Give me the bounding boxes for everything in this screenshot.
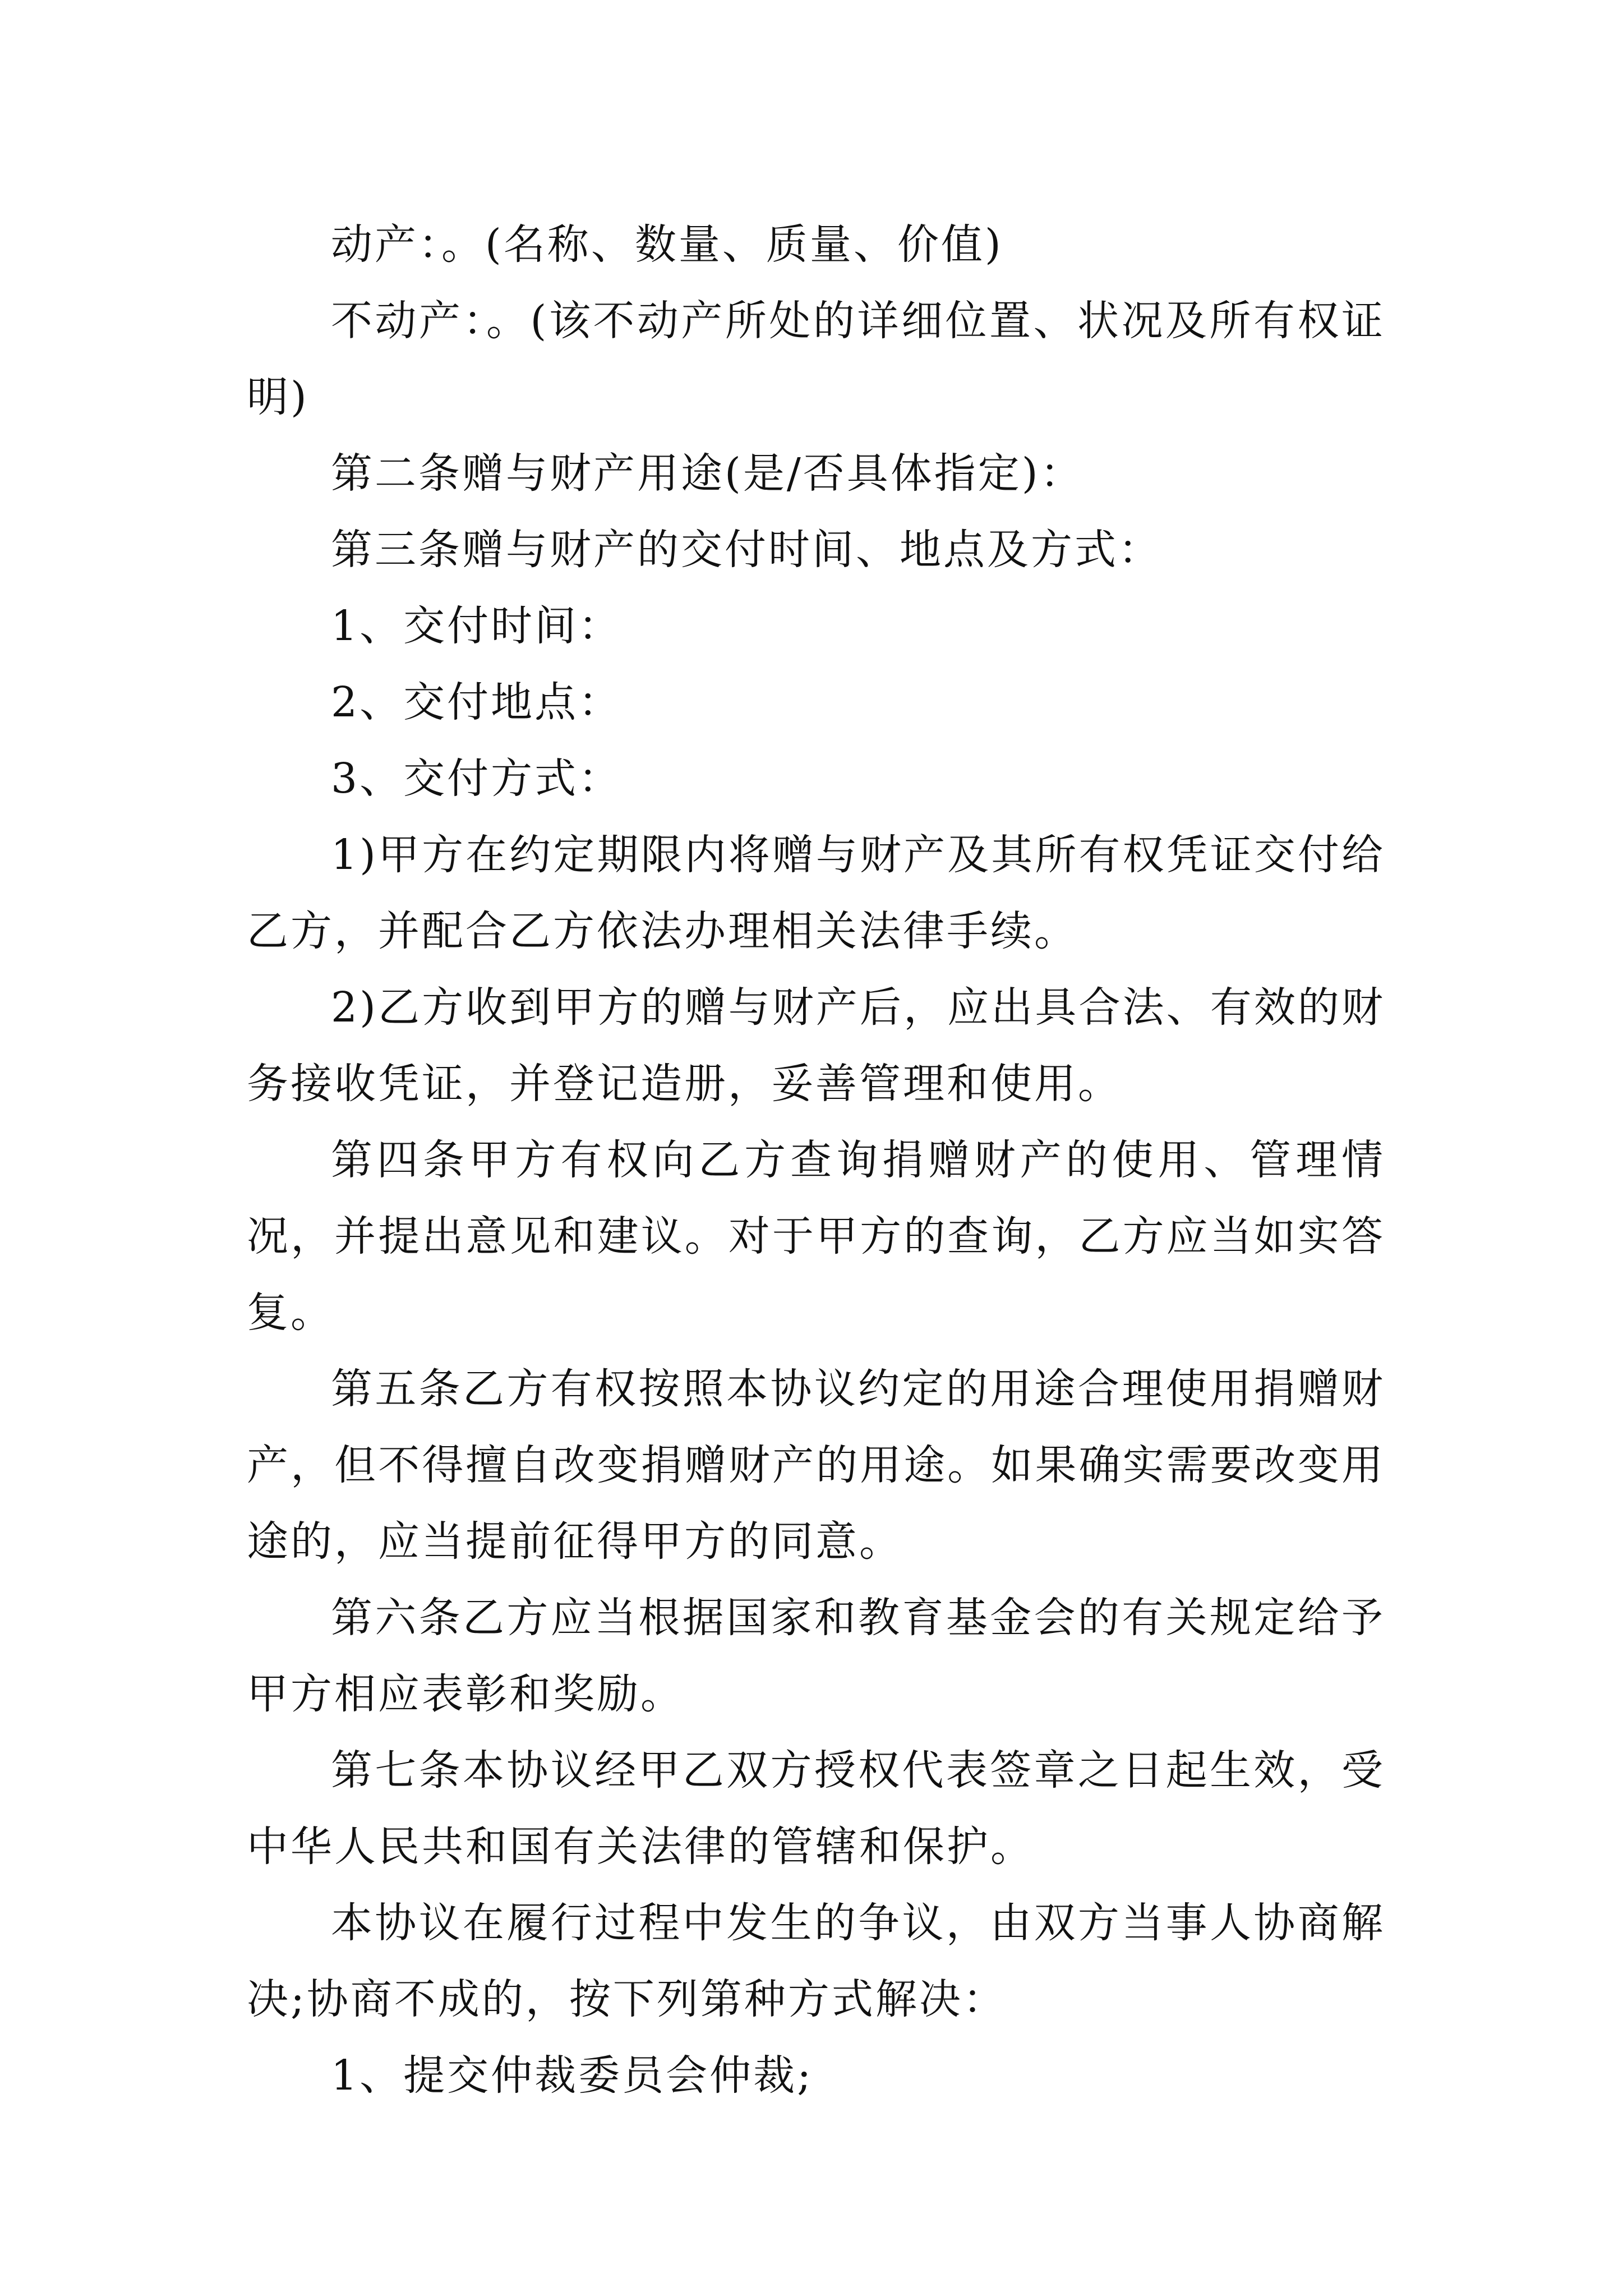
paragraph-article-6: 第六条乙方应当根据国家和教育基金会的有关规定给予甲方相应表彰和奖励。 bbox=[247, 1594, 1385, 1718]
document-body bbox=[247, 206, 1385, 2114]
list-item-delivery-place: 2、交付地点： bbox=[331, 678, 623, 726]
list-item-method-1: 1)甲方在约定期限内将赠与财产及其所有权凭证交付给乙方，并配合乙方依法办理相关法律手续。 bbox=[247, 831, 1385, 955]
paragraph-article-4: 第四条甲方有权向乙方查询捐赠财产的使用、管理情况，并提出意见和建议。对于甲方的查询，乙方应当如实答复。 bbox=[247, 1136, 1385, 1337]
paragraph-movable-property: 动产：。(名称、数量、质量、价值) bbox=[331, 220, 1003, 269]
list-item-delivery-method: 3、交付方式： bbox=[331, 754, 623, 803]
paragraph-article-2: 第二条赠与财产用途(是/否具体指定)： bbox=[331, 449, 1084, 498]
list-item-delivery-time: 1、交付时间： bbox=[331, 602, 623, 650]
paragraph-article-5: 第五条乙方有权按照本协议约定的用途合理使用捐赠财产，但不得擅自改变捐赠财产的用途。如果确实需要改变用途的，应当提前征得甲方的同意。 bbox=[247, 1365, 1385, 1566]
paragraph-article-7: 第七条本协议经甲乙双方授权代表签章之日起生效，受中华人民共和国有关法律的管辖和保护。 bbox=[247, 1746, 1385, 1871]
list-item-dispute-1: 1、提交仲裁委员会仲裁; bbox=[331, 2051, 814, 2100]
list-item-method-2: 2)乙方收到甲方的赠与财产后，应出具合法、有效的财务接收凭证，并登记造册，妥善管理和使用。 bbox=[247, 983, 1385, 1108]
paragraph-immovable-property: 不动产：。(该不动产所处的详细位置、状况及所有权证明) bbox=[247, 297, 1385, 421]
paragraph-article-3: 第三条赠与财产的交付时间、地点及方式： bbox=[331, 526, 1162, 574]
paragraph-dispute: 本协议在履行过程中发生的争议，由双方当事人协商解决;协商不成的，按下列第种方式解决： bbox=[247, 1899, 1385, 2023]
